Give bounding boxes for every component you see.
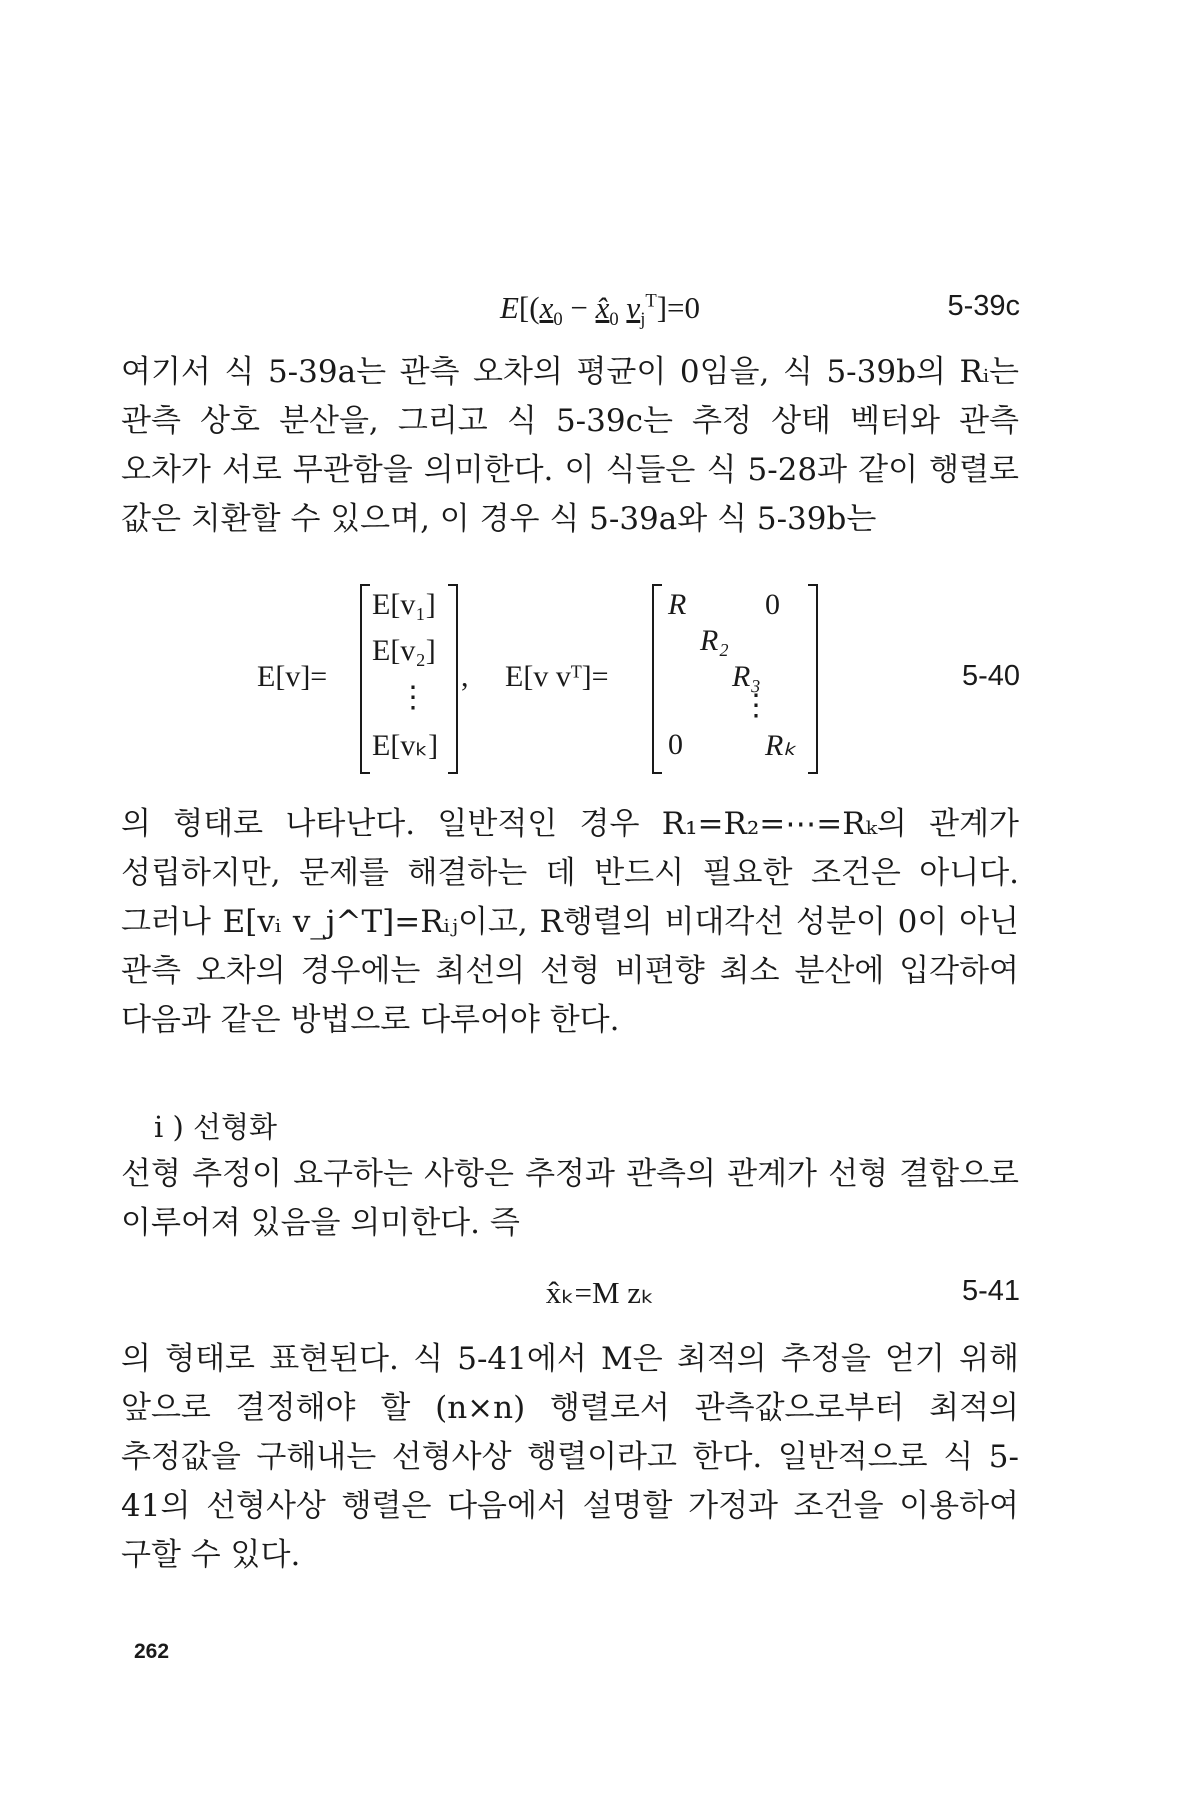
equation-formula: $E[(x_0$ − $x̂_0$ $v_j^T]=0$ xyxy=(499,290,701,331)
section-heading: i ) 선형화 xyxy=(154,1110,278,1144)
mean-left-bracket xyxy=(360,584,370,774)
cov-entry: R xyxy=(668,588,687,621)
cov-entry: ⋮ xyxy=(741,689,771,722)
covariance-lhs: E[v vᵀ]= xyxy=(505,660,609,693)
page-number: 262 xyxy=(134,1640,170,1663)
equation-number: 5-39c xyxy=(947,290,1020,322)
mean-entry: E[v₁] xyxy=(372,588,436,621)
equation-5-40 xyxy=(0,582,1200,782)
cov-entry: 0 xyxy=(668,728,683,761)
mean-entry: E[vₖ] xyxy=(372,729,439,762)
equation-number: 5-41 xyxy=(961,1275,1020,1307)
paragraph-linear-map: 의 형태로 표현된다. 식 5-41에서 M은 최적의 추정을 얻기 위해 앞으로 결정해야 할 (n×n) 행렬로서 관측값으로부터 최적의 추정값을 구해내는 선형사상 행렬이라고 한다. 일반적으로 식 5-41의 선형사상 행렬은 다음에서 설명할 가정과 조건을 이용하여 구할 수 있다. xyxy=(121,1341,1019,1573)
cov-entry: Rₖ xyxy=(765,729,797,762)
mean-lhs: E[v]= xyxy=(257,660,328,693)
mean-entry: E[v₂] xyxy=(372,634,436,667)
cov-entry: R₃ xyxy=(732,660,761,693)
paragraph-matrix-form: 의 형태로 나타난다. 일반적인 경우 R₁=R₂=⋯=Rₖ의 관계가 성립하지만, 문제를 해결하는 데 반드시 필요한 조건은 아니다. 그러나 E[vᵢ v_j^T]=Rᵢⱼ이고, R행렬의 비대각선 성분이 0이 아닌 관측 오차의 경우에는 최선의 선형 비편향 최소 분산에 입각하여 다음과 같은 방법으로 다루어야 한다. xyxy=(121,806,1019,1038)
mean-entry: ⋮ xyxy=(398,681,428,714)
equation-formula: x̂ₖ=M zₖ xyxy=(545,1275,655,1310)
paragraph-intro: 여기서 식 5-39a는 관측 오차의 평균이 0임을, 식 5-39b의 Rᵢ는 관측 상호 분산을, 그리고 식 5-39c는 추정 상태 벡터와 관측 오차가 서로 무관함을 의미한다. 이 식들은 식 5-28과 같이 행렬로 값은 치환할 수 있으며, 이 경우 식 5-39a와 식 5-39b는 xyxy=(121,354,1019,537)
cov-entry: 0 xyxy=(765,588,780,621)
matrix-separator: , xyxy=(461,660,469,693)
cov-right-bracket xyxy=(808,584,818,774)
cov-left-bracket xyxy=(652,584,662,774)
cov-entry: R₂ xyxy=(700,624,729,657)
mean-right-bracket xyxy=(448,584,458,774)
equation-number: 5-40 xyxy=(961,660,1020,692)
paragraph-linearization: 선형 추정이 요구하는 사항은 추정과 관측의 관계가 선형 결합으로 이루어져 있음을 의미한다. 즉 xyxy=(121,1156,1019,1241)
